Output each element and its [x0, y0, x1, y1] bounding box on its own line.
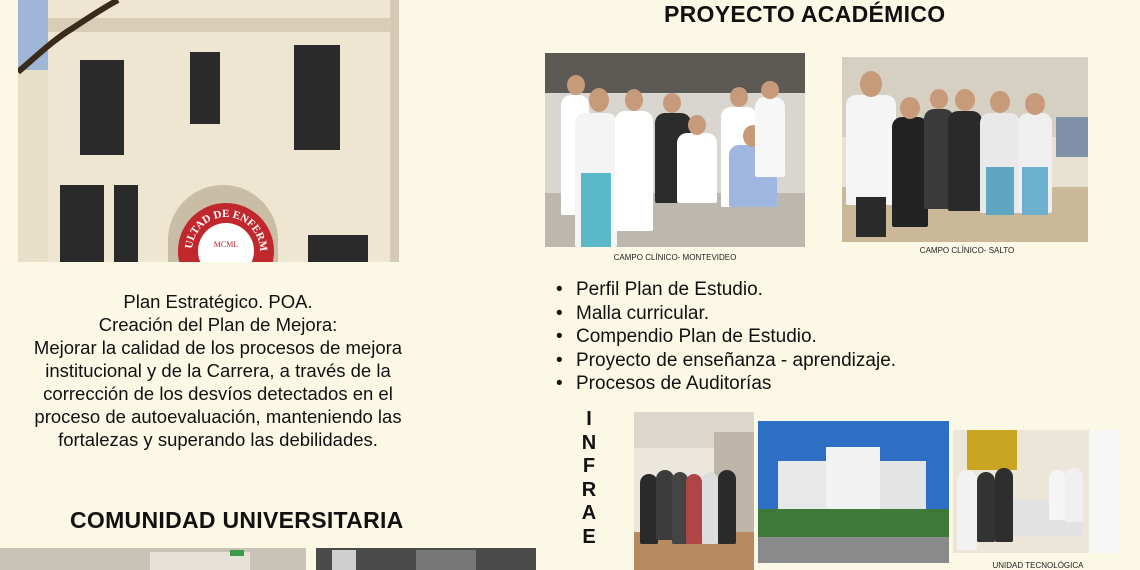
plan-mejora-title: Creación del Plan de Mejora:	[98, 314, 338, 335]
vertical-letter: I	[586, 408, 592, 430]
plan-body-line: fortalezas y superando las debilidades.	[58, 429, 378, 450]
faculty-building-photo	[18, 0, 399, 262]
vertical-letter: A	[581, 502, 597, 524]
campo-clinico-montevideo-photo	[545, 53, 805, 247]
proyecto-bullet-list	[556, 278, 896, 396]
comunidad-photo-right	[316, 548, 536, 570]
plan-body-line: corrección de los desvíos detectados en el	[43, 383, 393, 404]
infraestructura-vertical-text	[579, 408, 599, 549]
bullet-item: • Malla curricular.	[556, 302, 896, 326]
campo-clinico-salto-photo	[842, 57, 1088, 242]
bullet-item: • Compendio Plan de Estudio.	[556, 325, 896, 349]
seal-text: ULTAD DE ENFERM	[182, 207, 270, 253]
bullet-item: • Proyecto de enseñanza - aprendizaje.	[556, 349, 896, 373]
plan-estrategico-title: Plan Estratégico. POA.	[123, 291, 313, 312]
vertical-letter: N	[581, 431, 597, 454]
seal-year: MCML	[213, 240, 239, 249]
tree-branch-icon	[18, 0, 128, 90]
building-window	[308, 235, 368, 262]
plan-body-line: proceso de autoevaluación, manteniendo las	[34, 406, 402, 427]
bullet-item: • Perfil Plan de Estudio.	[556, 278, 896, 302]
plan-body-line: institucional y de la Carrera, a través de la	[45, 360, 391, 381]
unidad-tecnologica-photo	[953, 430, 1119, 553]
building-column	[390, 0, 399, 262]
building-window	[190, 52, 220, 124]
caption-montevideo: CAMPO CLÍNICO- MONTEVIDEO	[613, 253, 737, 262]
vertical-letter: E	[582, 525, 596, 548]
proyecto-academico-heading: PROYECTO ACADÉMICO	[664, 1, 946, 27]
plan-body-line: Mejorar la calidad de los procesos de mejora	[33, 337, 403, 358]
caption-unidad-tecnologica: UNIDAD TECNOLÓGICA	[992, 561, 1084, 570]
infra-entrance-photo	[634, 412, 754, 570]
building-window	[114, 185, 138, 262]
building-window	[294, 45, 340, 150]
comunidad-universitaria-heading: COMUNIDAD UNIVERSITARIA	[70, 507, 404, 533]
vertical-letter: R	[581, 478, 597, 501]
building-window	[60, 185, 104, 262]
comunidad-photo-left	[0, 548, 306, 570]
bullet-item: • Procesos de Auditorías	[556, 372, 896, 396]
caption-salto: CAMPO CLÍNICO- SALTO	[919, 246, 1015, 255]
infra-hospital-photo	[758, 421, 949, 563]
vertical-letter: F	[582, 455, 596, 477]
